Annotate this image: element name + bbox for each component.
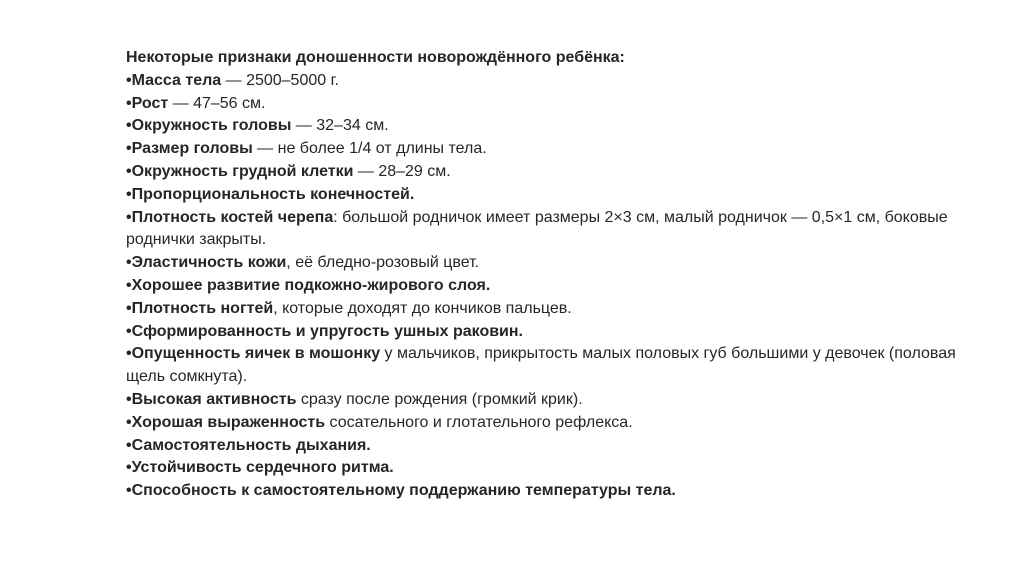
item-detail: — 2500–5000 г.: [221, 71, 339, 89]
item-detail: у мальчиков, прикрытость малых половых губ большими у девочек (половая щель сомкнута).: [126, 345, 961, 386]
bullet: •: [126, 254, 132, 272]
list-item: [126, 207, 986, 253]
bullet: •: [126, 345, 132, 363]
bullet: •: [126, 299, 132, 317]
item-term: Хорошая выраженность: [131, 413, 326, 431]
bullet: •: [126, 185, 132, 203]
list-item: [126, 480, 986, 503]
bullet: •: [126, 322, 132, 340]
item-detail: : большой родничок имеет размеры 2×3 см, малый родничок — 0,5×1 см, боковые роднички закрыты.: [126, 208, 953, 249]
item-detail: — 47–56 см.: [168, 94, 266, 112]
list-item: [126, 93, 986, 116]
list-item: [126, 321, 986, 344]
bullet: •: [126, 71, 132, 89]
item-term: Плотность ногтей: [131, 299, 274, 317]
item-term: Сформированность и упругость ушных раковин.: [131, 322, 523, 340]
list-item: [126, 343, 986, 389]
bullet: •: [126, 482, 132, 500]
item-detail: сосательного и глотательного рефлекса.: [325, 413, 633, 431]
slide-title: Некоторые признаки доношенности новорождённого ребёнка:: [126, 49, 625, 66]
list-item: [126, 457, 986, 480]
item-term: Высокая активность: [131, 390, 297, 408]
item-term: Устойчивость сердечного ритма.: [131, 459, 394, 477]
item-term: Окружность грудной клетки: [131, 162, 354, 180]
item-term: Рост: [131, 94, 169, 112]
slide-text-block: [126, 47, 986, 503]
bullet: •: [126, 436, 132, 454]
item-term: Окружность головы: [131, 117, 292, 135]
list-item: [126, 70, 986, 93]
list-item: [126, 138, 986, 161]
item-term: Самостоятельность дыхания.: [131, 436, 371, 454]
bullet: •: [126, 117, 132, 135]
item-detail: , которые доходят до кончиков пальцев.: [273, 299, 572, 317]
item-term: Хорошее развитие подкожно-жирового слоя.: [131, 276, 491, 294]
bullet: •: [126, 390, 132, 408]
list-item: [126, 298, 986, 321]
item-term: Размер головы: [131, 140, 253, 158]
item-detail: — не более 1/4 от длины тела.: [252, 140, 487, 158]
item-term: Плотность костей черепа: [131, 208, 334, 226]
bullet: •: [126, 208, 132, 226]
list-item: [126, 412, 986, 435]
item-detail: сразу после рождения (громкий крик).: [296, 390, 583, 408]
item-term: Эластичность кожи: [131, 254, 287, 272]
bullet: •: [126, 413, 132, 431]
item-term: Способность к самостоятельному поддержанию температуры тела.: [131, 482, 676, 500]
item-detail: , её бледно-розовый цвет.: [286, 254, 480, 272]
bullet: •: [126, 94, 132, 112]
bullet: •: [126, 140, 132, 158]
item-term: Масса тела: [131, 71, 222, 89]
list-item: [126, 115, 986, 138]
list-item: [126, 275, 986, 298]
item-detail: — 32–34 см.: [291, 117, 389, 135]
bullet: •: [126, 276, 132, 294]
list-item: [126, 252, 986, 275]
list-item: [126, 435, 986, 458]
list-item: [126, 389, 986, 412]
item-detail: — 28–29 см.: [353, 162, 451, 180]
bullet: •: [126, 162, 132, 180]
signs-list: [126, 70, 986, 503]
bullet: •: [126, 459, 132, 477]
item-term: Опущенность яичек в мошонку: [131, 345, 381, 363]
list-item: [126, 161, 986, 184]
list-item: [126, 184, 986, 207]
item-term: Пропорциональность конечностей.: [131, 185, 415, 203]
